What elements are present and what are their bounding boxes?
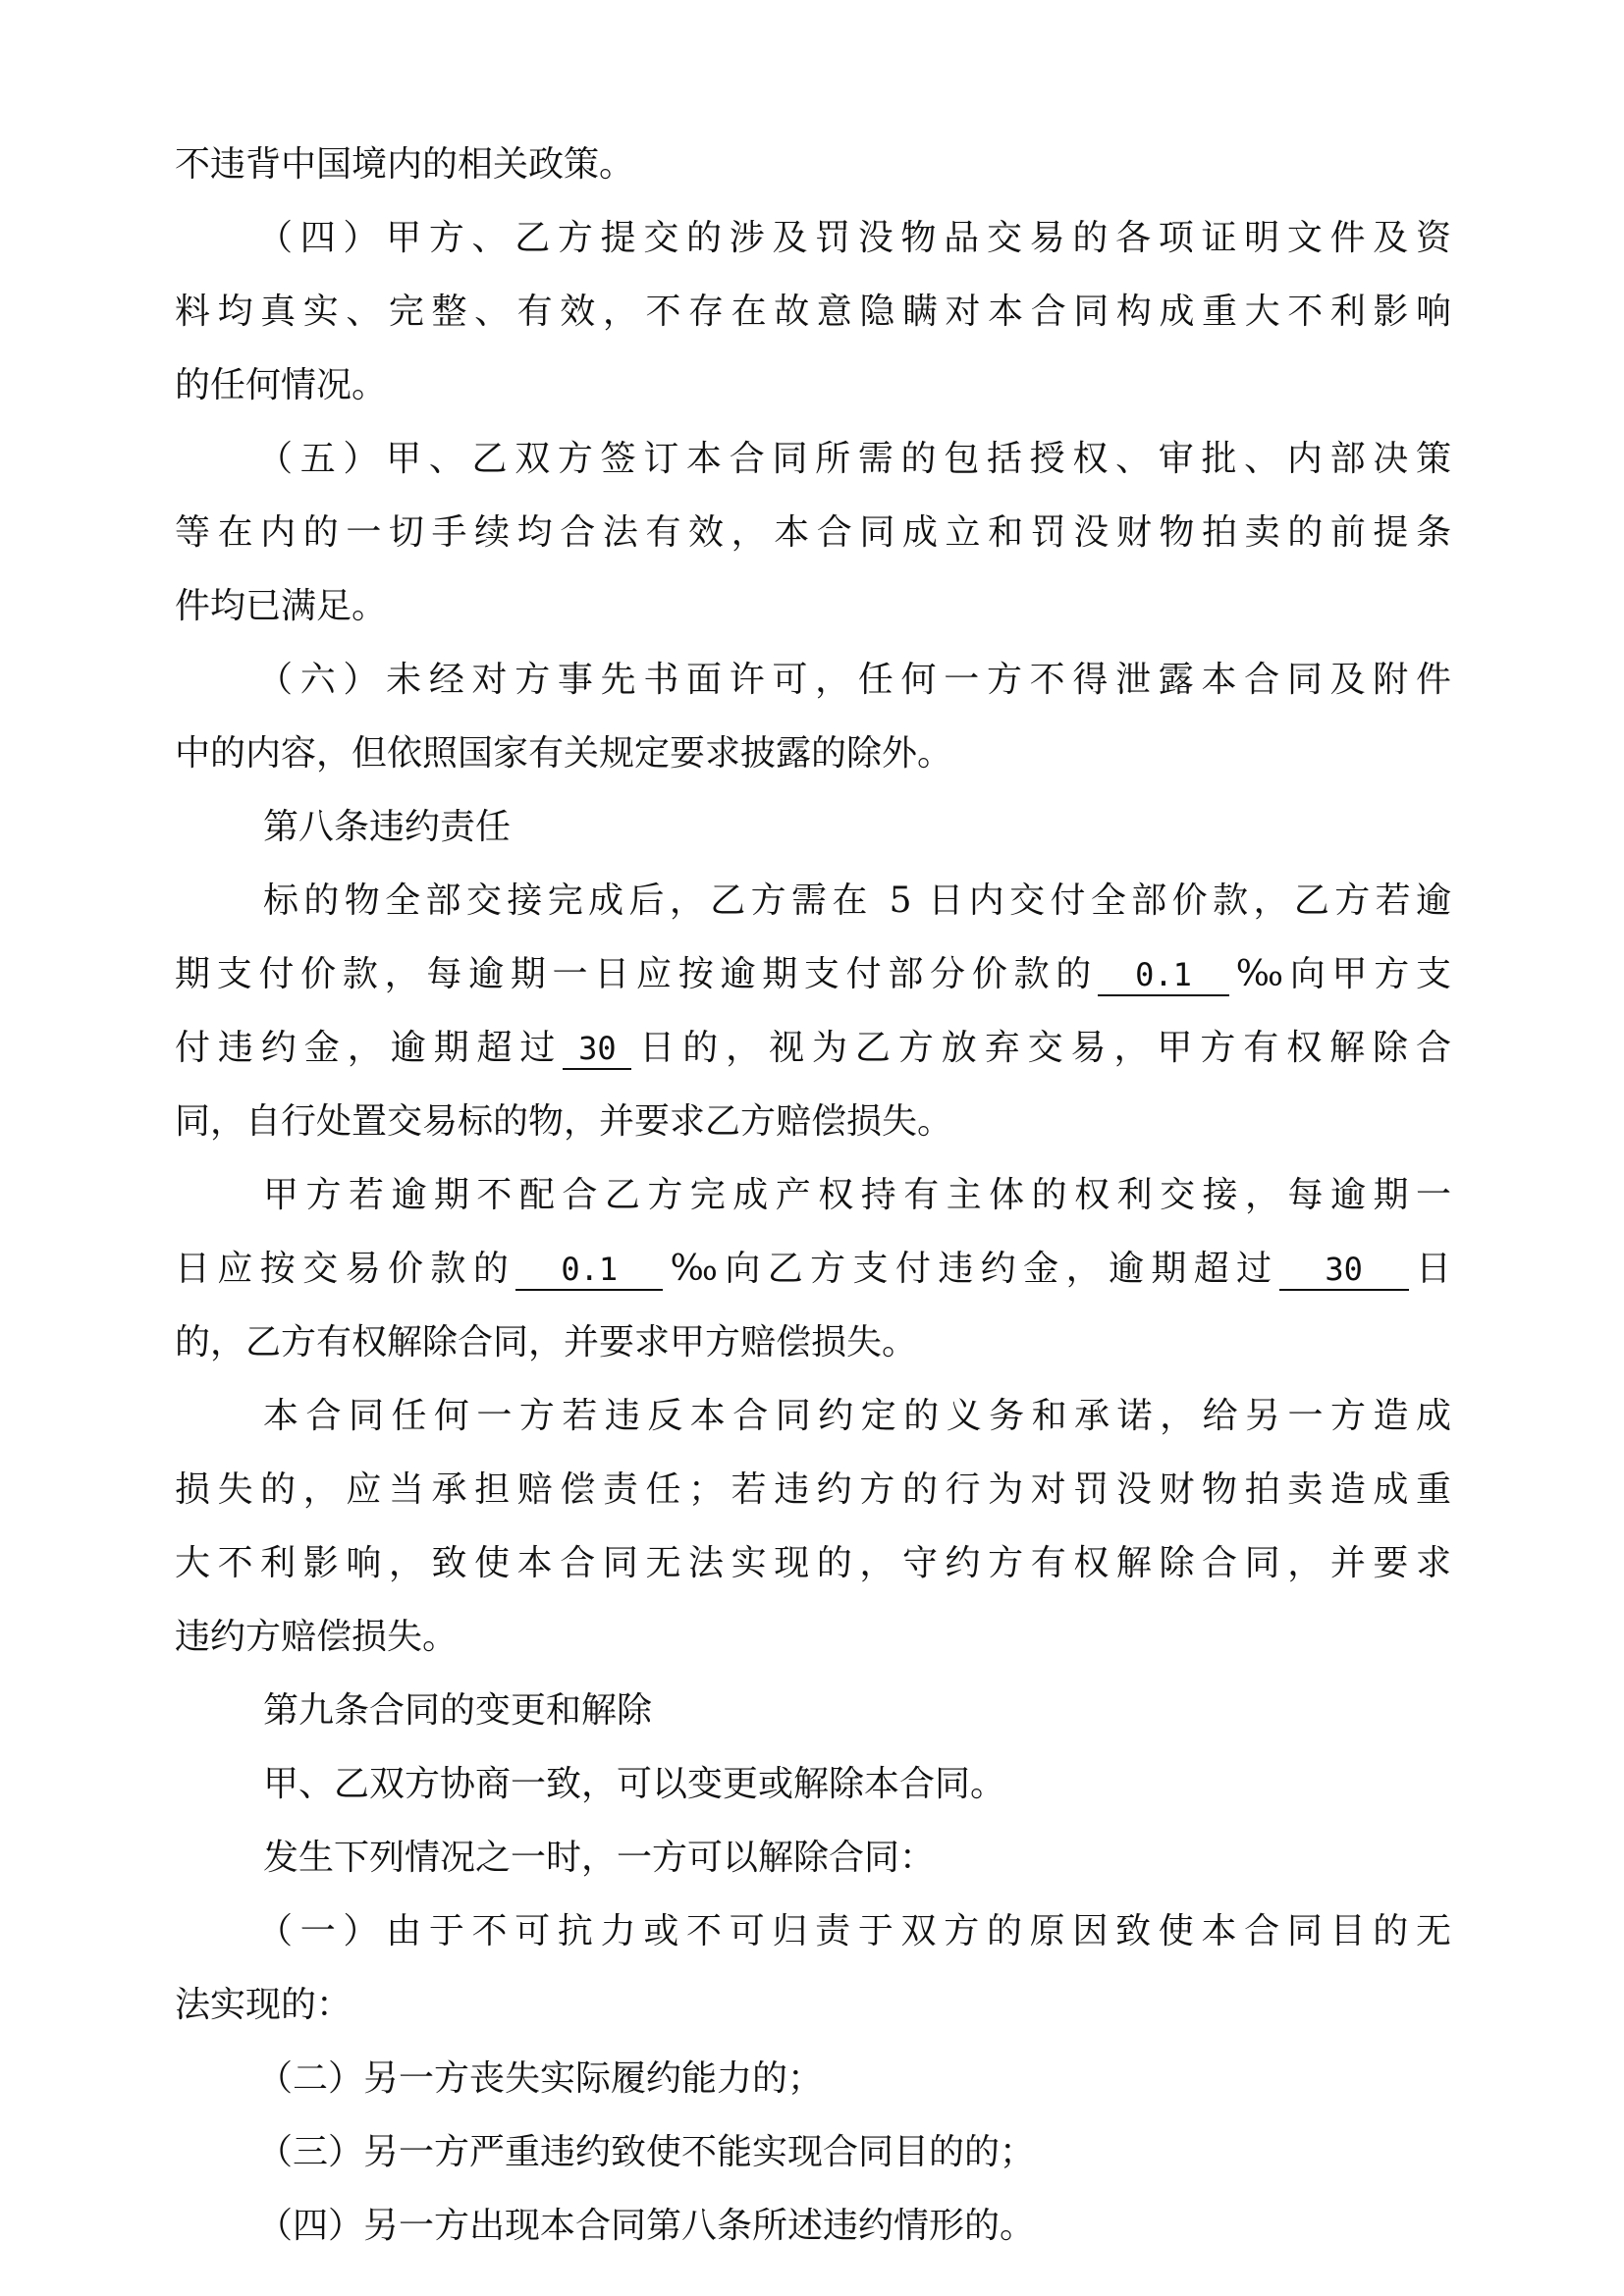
text-line-with-blank	[175, 937, 1451, 1011]
text-segment: 日应按交易价款的	[175, 1249, 516, 1289]
text-line-with-blank	[175, 1232, 1451, 1306]
clause-6: （六）未经对方事先书面许可，任何一方不得泄露本合同及附件	[257, 660, 1451, 700]
text-segment: 日的，视为乙方放弃交易，甲方有权解除合	[631, 1028, 1451, 1068]
text-segment: ‰向乙方支付违约金，逾期超过	[663, 1249, 1279, 1289]
text-line: 的任何情况。	[175, 365, 388, 405]
text-line: 的，乙方有权解除合同，并要求甲方赔偿损失。	[175, 1322, 918, 1362]
text-line: 料均真实、完整、有效，不存在故意隐瞒对本合同构成重大不利影响	[175, 292, 1451, 332]
clause-3: （三）另一方严重违约致使不能实现合同目的的；	[257, 2132, 1036, 2172]
text-line: 大不利影响，致使本合同无法实现的，守约方有权解除合同，并要求	[175, 1543, 1451, 1583]
article-9-heading: 第九条合同的变更和解除	[263, 1690, 653, 1731]
text-line: 违约方赔偿损失。	[175, 1617, 459, 1657]
text-line: 中的内容，但依照国家有关规定要求披露的除外。	[175, 733, 953, 774]
text-line: 本合同任何一方若违反本合同约定的义务和承诺，给另一方造成	[263, 1396, 1451, 1436]
text-line: 件均已满足。	[175, 586, 388, 626]
document-page	[175, 128, 1451, 2263]
text-segment: 期支付价款，每逾期一日应按逾期支付部分价款的	[175, 954, 1099, 994]
penalty-rate-field: 0.1	[515, 1250, 663, 1291]
text-line: 同，自行处置交易标的物，并要求乙方赔偿损失。	[175, 1101, 953, 1142]
overdue-days-field: 30	[1279, 1250, 1409, 1291]
overdue-days-field: 30	[563, 1029, 631, 1070]
clause-5: （五）甲、乙双方签订本合同所需的包括授权、审批、内部决策	[257, 439, 1451, 479]
text-segment: 付违约金，逾期超过	[175, 1028, 564, 1068]
text-line: 发生下列情况之一时，一方可以解除合同：	[263, 1838, 936, 1878]
text-line: 不违背中国境内的相关政策。	[175, 144, 635, 185]
text-line: 等在内的一切手续均合法有效，本合同成立和罚没财物拍卖的前提条	[175, 512, 1451, 553]
text-segment: ‰向甲方支	[1229, 954, 1451, 994]
text-line: 甲、乙双方协商一致，可以变更或解除本合同。	[263, 1764, 1006, 1804]
text-segment: 日	[1408, 1249, 1451, 1289]
clause-1: （一）由于不可抗力或不可归责于双方的原因致使本合同目的无	[257, 1911, 1451, 1951]
text-line: 标的物全部交接完成后，乙方需在 5 日内交付全部价款，乙方若逾	[263, 881, 1451, 921]
penalty-rate-field: 0.1	[1098, 955, 1229, 996]
text-line: 法实现的：	[175, 1985, 352, 2025]
clause-2: （二）另一方丧失实际履约能力的；	[257, 2058, 824, 2099]
text-line-with-blank	[175, 1011, 1451, 1085]
clause-4: （四）甲方、乙方提交的涉及罚没物品交易的各项证明文件及资	[257, 218, 1451, 258]
text-line: 甲方若逾期不配合乙方完成产权持有主体的权利交接，每逾期一	[263, 1175, 1451, 1215]
text-line: 损失的，应当承担赔偿责任；若违约方的行为对罚没财物拍卖造成重	[175, 1469, 1451, 1510]
clause-4-termination: （四）另一方出现本合同第八条所述违约情形的。	[257, 2206, 1036, 2246]
article-8-heading: 第八条违约责任	[263, 807, 512, 847]
